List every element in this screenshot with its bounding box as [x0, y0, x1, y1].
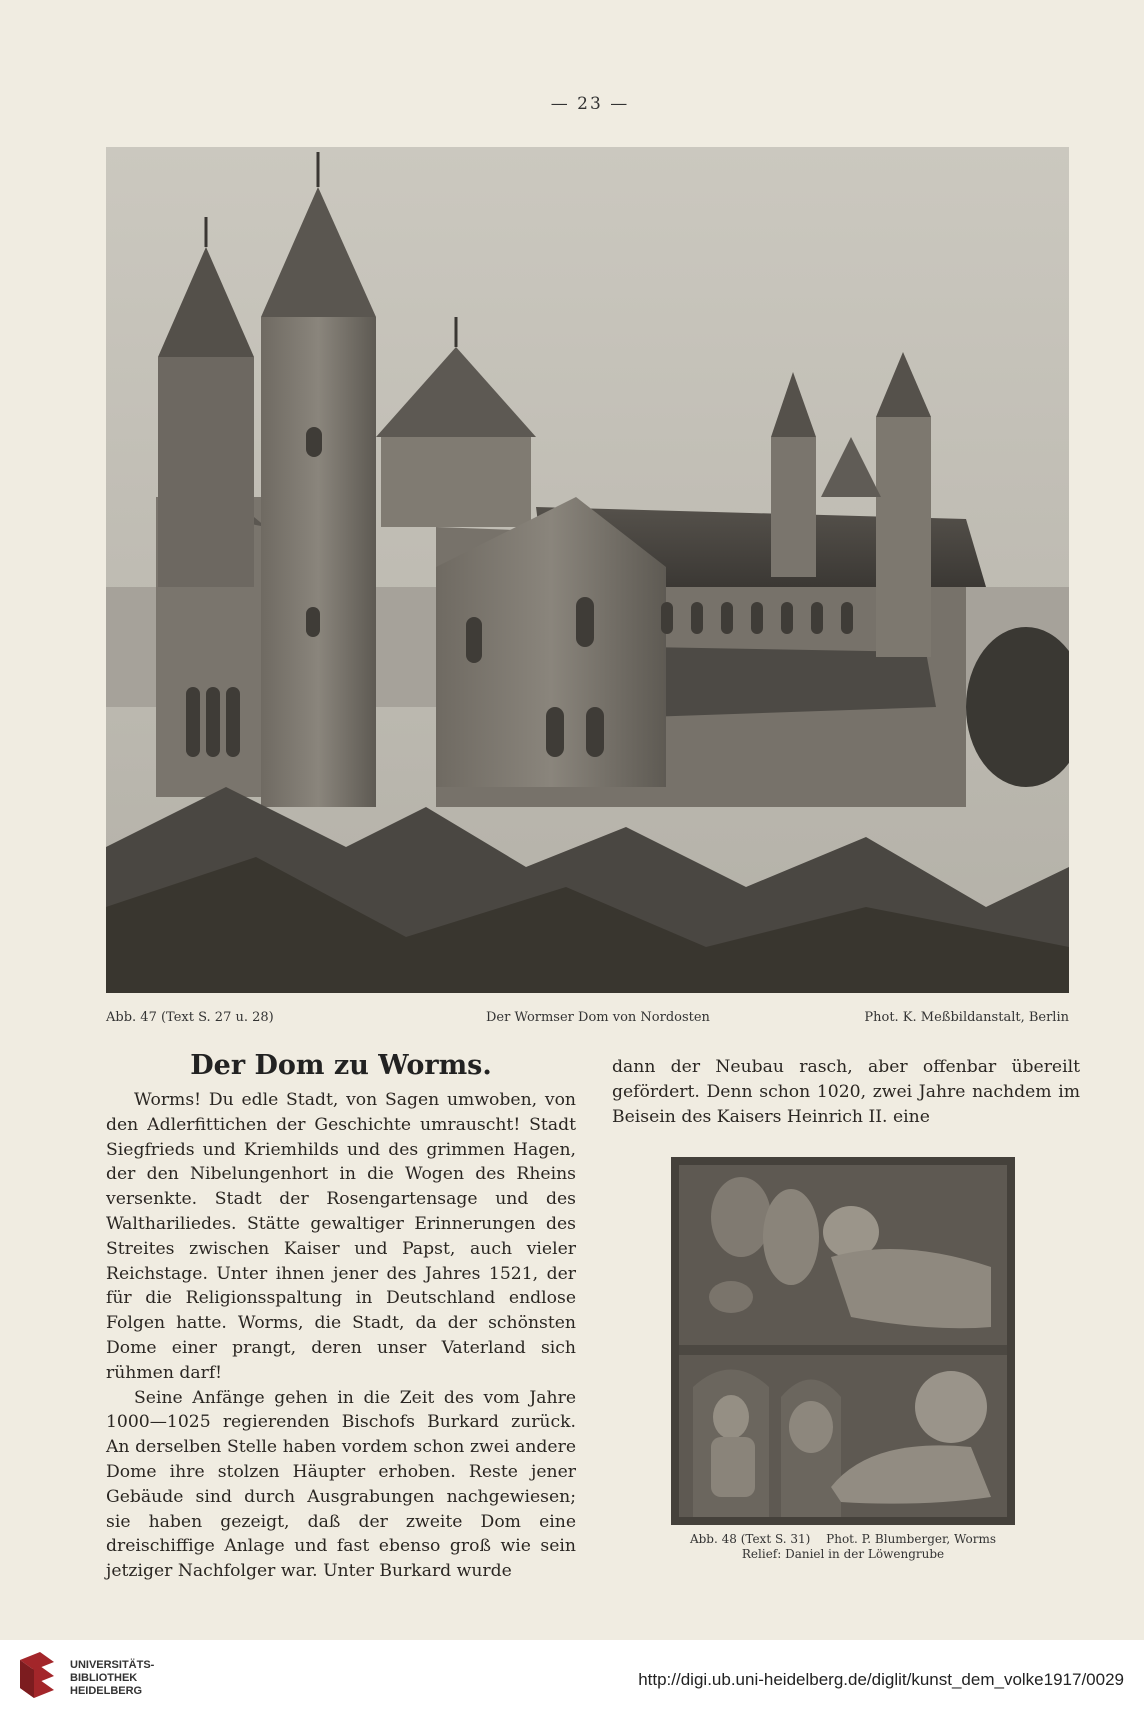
relief-illustration	[671, 1157, 1015, 1525]
relief-title: Relief: Daniel in der Löwengrube	[741, 1547, 945, 1561]
article-paragraph-1: Worms! Du edle Stadt, von Sagen umwoben, von den Adlerfittichen der Geschichte umrauscht! Stadt Siegfrieds und Kriemhilds und des grimmen Hagen, der den Nibelungenhort in die Wogen des Rheins versenkte. Stadt der Rosengartensage und des Walthariliedes. Stätte gewaltiger Erinnerungen des Streites zwischen Kaiser und Papst, auch vieler Reichstage. Unter ihnen jener des Jahres 1521, der für die Religionsspaltung in Deutschland endlose Folgen hatte. Worms, die Stadt, da der schönsten Dome einer prangt, deren unser Vaterland sich rühmen darf!	[106, 1090, 576, 1383]
cathedral-illustration	[106, 147, 1069, 993]
article-left-column	[106, 1088, 576, 1584]
article-right-column	[612, 1055, 1080, 1129]
article-title: Der Dom zu Worms.	[190, 1050, 492, 1081]
relief-caption	[660, 1532, 1026, 1562]
article-paragraph-2: Seine Anfänge gehen in die Zeit des vom Jahre 1000—1025 regierenden Bischofs Burkard zurück. An derselben Stelle haben vordem schon zwei andere Dome ihre stolzen Häupter erhoben. Reste jener Gebäude sind durch Ausgrabungen nachgewiesen; sie haben gezeigt, daß der zweite Dom eine dreischiffige Anlage und fast ebenso groß wie sein jetziger Nachfolger war. Unter Burkard wurde	[106, 1387, 576, 1582]
relief-caption-line-2	[660, 1547, 1026, 1562]
library-name-line-3: HEIDELBERG	[70, 1685, 143, 1697]
figure-title-caption: Der Wormser Dom von Nordosten	[486, 1010, 710, 1025]
page-number: — 23 —	[550, 94, 630, 114]
cathedral-photo	[106, 147, 1069, 993]
figure-number-caption: Abb. 47 (Text S. 27 u. 28)	[106, 1010, 274, 1025]
library-logo-icon	[14, 1652, 60, 1708]
relief-photo	[671, 1157, 1015, 1525]
digitization-footer	[0, 1640, 1144, 1720]
article-paragraph-continued: dann der Neubau rasch, aber offenbar übereilt gefördert. Denn schon 1020, zwei Jahre nachdem im Beisein des Kaisers Heinrich II. eine	[612, 1057, 1080, 1127]
relief-caption-line-1	[660, 1532, 1026, 1547]
figure-caption-row	[106, 1010, 1069, 1030]
relief-photo-credit: Phot. P. Blumberger, Worms	[826, 1532, 997, 1546]
relief-figure-number: Abb. 48 (Text S. 31)	[689, 1532, 811, 1546]
library-name-line-1: UNIVERSITÄTS-	[70, 1659, 155, 1671]
library-name-line-2: BIBLIOTHEK	[70, 1672, 138, 1684]
figure-credit-caption: Phot. K. Meßbildanstalt, Berlin	[864, 1010, 1069, 1025]
digitization-url-link[interactable]: http://digi.ub.uni-heidelberg.de/diglit/kunst_dem_volke1917/0029	[638, 1670, 1124, 1689]
library-name	[70, 1659, 154, 1698]
